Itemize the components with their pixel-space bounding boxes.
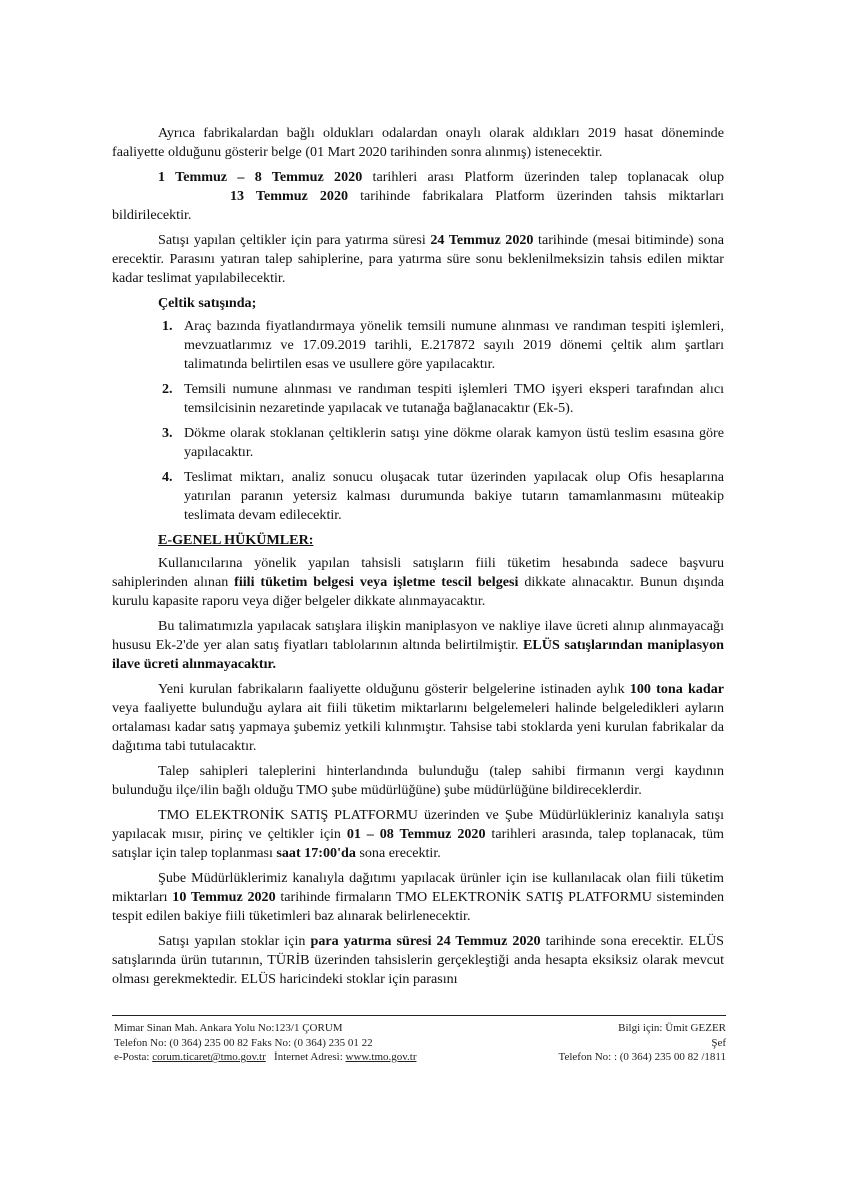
bold-text: 10 Temmuz 2020 [172,889,276,905]
list-item-text: Araç bazında fiyatlandırmaya yönelik temsili numune alınması ve randıman tespiti işlemleri, mevzuatlarımız ve 17.09.2019 tarihli, E.217872 sayılı 2019 dönemi çeltik alım şartları talimatında belirtilen esas ve usullere göre yapılacaktır. [184,318,724,372]
date-bold: 13 Temmuz 2020 [230,188,349,204]
web-label: İnternet Adresi: [265,1051,346,1063]
footer-info-title: Şef [711,1036,726,1049]
footer-web-row [114,1050,514,1065]
paragraph-text: tarihinde sona erecektir. ELÜS satışlarında ürün tutarının, TÜRİB üzerinden tahsislerin gerçekleştiği anda hesapta eksiksiz olarak mevcut olması gerekmektedir. ELÜS haricindeki stoklar için parasını [112,933,724,987]
paragraph-text: tarihleri arası Platform üzerinden talep toplanacak olup [362,169,725,185]
footer-contact [114,1021,514,1065]
paragraph-text: Talep sahipleri taleplerini hinterlandında bulunduğu (talep sahibi firmanın vergi kaydının bulunduğu ilçe/ilin bağlı olduğu TMO şube müdürlüğüne) şube müdürlüğüne bildireceklerdir. [112,763,724,798]
paragraph-text: Satışı yapılan çeltikler için para yatırma süresi [158,232,431,248]
paragraph-text: sona erecektir. [355,845,441,861]
paragraph-text: Şube Müdürlüklerimiz kanalıyla dağıtımı yapılacak ürünler için ise kullanılacak olan fiili tüketim miktarları [112,870,724,905]
footer-phone-fax: Telefon No: (0 364) 235 00 82 Faks No: (0 364) 235 01 22 [114,1036,373,1049]
paragraph-belge [112,124,724,162]
bold-text: ELÜS satışlarından maniplasyon ilave ücreti alınmayacaktır. [112,637,724,672]
paragraph-text: Yeni kurulan fabrikaların faaliyette olduğunu gösterir belgelerine istinaden aylık [158,681,630,697]
paragraph-fiili-tuketim [112,554,724,611]
paragraph-talep-tarihleri [112,168,724,225]
bold-text: saat 17:00'da [276,845,356,861]
footer-info [520,1021,726,1065]
paragraph-platform [112,806,724,863]
list-number: 2. [162,381,173,397]
paragraph-yeni-fabrikalar [112,680,724,756]
paragraph-text: tarihinde firmaların TMO ELEKTRONİK SATIŞ PLATFORMU sisteminden tespit edilen bakiye fiili tüketimleri baz alınarak belirlenecektir. [112,889,724,924]
footer-address: Mimar Sinan Mah. Ankara Yolu No:123/1 ÇORUM [114,1022,343,1034]
paragraph-text: Ayrıca fabrikalardan bağlı oldukları odalardan onaylı olarak aldıkları 2019 hasat döneminde faaliyette olduğunu gösterir belge (01 Mart 2020 tarihinden sonra alınmış) istenecektir. [112,125,724,160]
list-item [112,468,724,525]
list-item-text: Temsili numune alınması ve randıman tespiti işlemleri TMO işyeri eksperi tarafından alıcı temsilcisinin nezaretinde yapılacak ve tutanağa bağlanacaktır (Ek-5). [184,381,724,416]
list-number: 1. [162,318,173,334]
paragraph-para-yatirma [112,231,724,288]
genel-hukumler-heading: E-GENEL HÜKÜMLER: [158,532,314,548]
paragraph-text: tarihinde (mesai bitiminde) sona erecektir. Parasını yatıran talep sahiplerine, para yatırma süre sonu beklenilmeksizin tahsis edilen miktar kadar teslimat yapılabilecektir. [112,232,724,286]
paragraph-text: Satışı yapılan stoklar için [158,933,311,949]
paragraph-text: dikkate alınacaktır. Bunun dışında kurulu kapasite raporu veya diğer belgeler dikkate alınmayacaktır. [112,574,724,609]
date-range-bold: 1 Temmuz – 8 Temmuz 2020 [158,169,363,185]
date-bold: 24 Temmuz 2020 [430,232,534,248]
bold-text: para yatırma süresi 24 Temmuz 2020 [310,933,541,949]
bold-text: 01 – 08 Temmuz 2020 [346,826,486,842]
footer-info-person: Bilgi için: Ümit GEZER [618,1022,726,1034]
list-item-text: Teslimat miktarı, analiz sonucu oluşacak tutar üzerinden yapılacak olup Ofis hesaplarına yatırılan paranın yetersiz kalması durumunda bakiye tutarın tamamlanmasını müteakip teslimata devam edilecektir. [184,469,724,523]
paragraph-maniplasyon [112,617,724,674]
paragraph-text: tarihinde fabrikalara Platform üzerinden tahsis miktarları bildirilecektir. [112,188,724,223]
list-item-text: Dökme olarak stoklanan çeltiklerin satışı yine dökme olarak kamyon üstü teslim esasına göre yapılacaktır. [184,425,724,460]
list-item [112,424,724,462]
list-item [112,317,724,374]
paragraph-talep-sahipleri [112,762,724,800]
footer-divider [112,1015,726,1016]
email-link[interactable]: corum.ticaret@tmo.gov.tr [152,1051,266,1063]
bold-text: fiili tüketim belgesi veya işletme tescil belgesi [234,574,519,590]
website-link[interactable]: www.tmo.gov.tr [345,1051,417,1063]
bold-text: 100 tona kadar [629,681,724,697]
celtik-heading: Çeltik satışında; [158,295,257,311]
paragraph-text: Kullanıcılarına yönelik yapılan tahsisli satışların fiili tüketim hesabında sadece başvuru sahiplerinden alınan [112,555,724,590]
paragraph-text: Bu talimatımızla yapılacak satışlara ilişkin maniplasyon ve nakliye ilave ücreti alınıp alınmayacağı hususu Ek-2'de yer alan satış fiyatları tablolarının altında belirtilmiştir. [112,618,724,653]
footer-info-phone: Telefon No: : (0 364) 235 00 82 /1811 [558,1051,726,1063]
paragraph-text: TMO ELEKTRONİK SATIŞ PLATFORMU üzerinden ve Şube Müdürlükleriniz kanalıyla satışı yapılacak mısır, pirinç ve çeltikler için [112,807,724,842]
list-number: 4. [162,469,173,485]
list-number: 3. [162,425,173,441]
document-body [112,124,724,995]
list-item [112,380,724,418]
paragraph-text: veya faaliyette bulunduğu aylara ait fiili tüketim miktarlarını belgelemeleri halinde belgeledikleri ayların ortalaması kadar satış yapmaya şubemiz yetkili kılınmıştır. Tahsise tabi stoklarda yeni kurulan fabrikalar da dağıtıma tabi tutulacaktır. [112,700,724,754]
paragraph-text: tarihleri arasında, talep toplanacak, tüm satışlar için talep toplanması [112,826,724,861]
paragraph-odeme-suresi [112,932,724,989]
paragraph-sube-dagitim [112,869,724,926]
celtik-list [112,317,724,525]
email-label: e-Posta: [114,1051,153,1063]
